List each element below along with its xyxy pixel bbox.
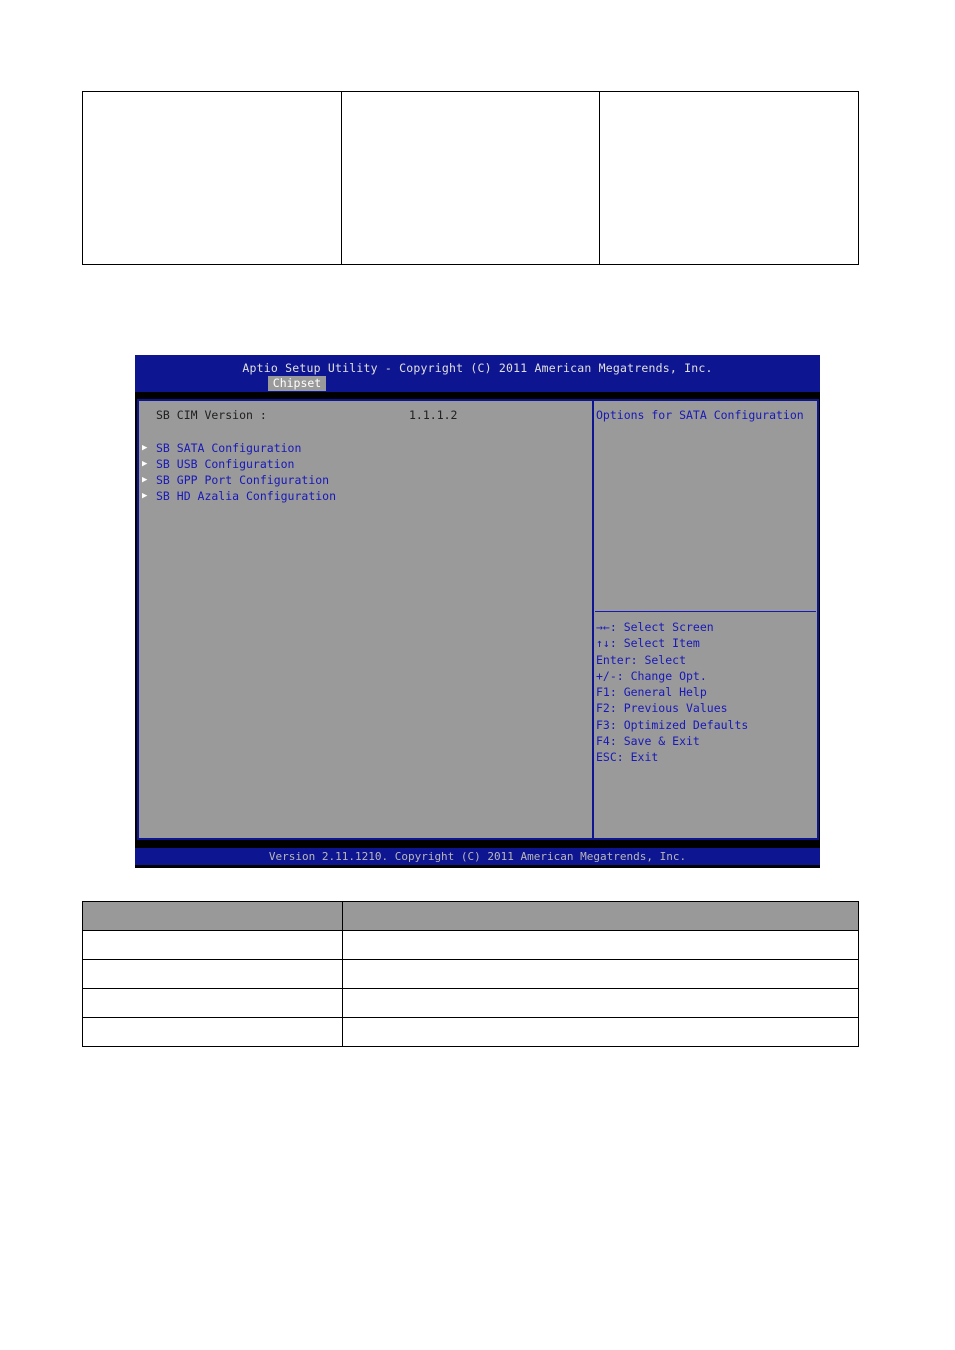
table-header-cell bbox=[83, 902, 343, 931]
table-cell bbox=[83, 1018, 343, 1047]
table-row bbox=[83, 989, 859, 1018]
triangle-right-icon: ▶ bbox=[142, 459, 148, 469]
table-header-row bbox=[83, 902, 859, 931]
triangle-right-icon: ▶ bbox=[142, 475, 148, 485]
bottom-table bbox=[82, 901, 859, 1047]
key-help-change-opt: +/-: Change Opt. bbox=[596, 669, 707, 683]
table-cell bbox=[343, 989, 859, 1018]
menu-item-sb-gpp-port-configuration[interactable]: SB GPP Port Configuration bbox=[156, 473, 330, 487]
top-table bbox=[82, 91, 859, 265]
bios-frame bbox=[137, 399, 819, 840]
key-help-esc: ESC: Exit bbox=[596, 750, 659, 764]
table-cell bbox=[83, 960, 343, 989]
sb-cim-version-value: 1.1.1.2 bbox=[409, 408, 458, 422]
bios-header bbox=[135, 355, 820, 392]
table-row bbox=[83, 960, 859, 989]
key-help-f2: F2: Previous Values bbox=[596, 701, 728, 715]
key-help-f1: F1: General Help bbox=[596, 685, 707, 699]
help-text: Options for SATA Configuration bbox=[596, 408, 804, 422]
bios-screenshot bbox=[135, 355, 820, 868]
table-cell bbox=[343, 931, 859, 960]
panel-divider bbox=[592, 401, 594, 838]
key-help-select-screen: →←: Select Screen bbox=[596, 620, 714, 634]
tab-chipset[interactable]: Chipset bbox=[268, 376, 326, 391]
key-help-enter: Enter: Select bbox=[596, 653, 687, 667]
table-header-cell bbox=[343, 902, 859, 931]
top-table-col-1 bbox=[83, 92, 341, 264]
table-cell bbox=[343, 960, 859, 989]
table-cell bbox=[83, 989, 343, 1018]
sb-cim-version-label: SB CIM Version : bbox=[156, 408, 267, 422]
top-table-col-2 bbox=[341, 92, 600, 264]
triangle-right-icon: ▶ bbox=[142, 443, 148, 453]
key-help-f4: F4: Save & Exit bbox=[596, 734, 700, 748]
menu-item-sb-sata-configuration[interactable]: SB SATA Configuration bbox=[156, 441, 302, 455]
bios-footer: Version 2.11.1210. Copyright (C) 2011 American Megatrends, Inc. bbox=[135, 848, 820, 865]
table-cell bbox=[343, 1018, 859, 1047]
bios-body bbox=[135, 392, 820, 846]
table-cell bbox=[83, 931, 343, 960]
table-row bbox=[83, 1018, 859, 1047]
triangle-right-icon: ▶ bbox=[142, 491, 148, 501]
help-separator bbox=[595, 611, 816, 612]
top-table-col-3 bbox=[599, 92, 858, 264]
table-row bbox=[83, 931, 859, 960]
key-help-f3: F3: Optimized Defaults bbox=[596, 718, 749, 732]
bios-title: Aptio Setup Utility - Copyright (C) 2011 American Megatrends, Inc. bbox=[242, 361, 713, 375]
menu-item-sb-usb-configuration[interactable]: SB USB Configuration bbox=[156, 457, 295, 471]
key-help-select-item: ↑↓: Select Item bbox=[596, 636, 700, 650]
menu-item-sb-hd-azalia-configuration[interactable]: SB HD Azalia Configuration bbox=[156, 489, 337, 503]
